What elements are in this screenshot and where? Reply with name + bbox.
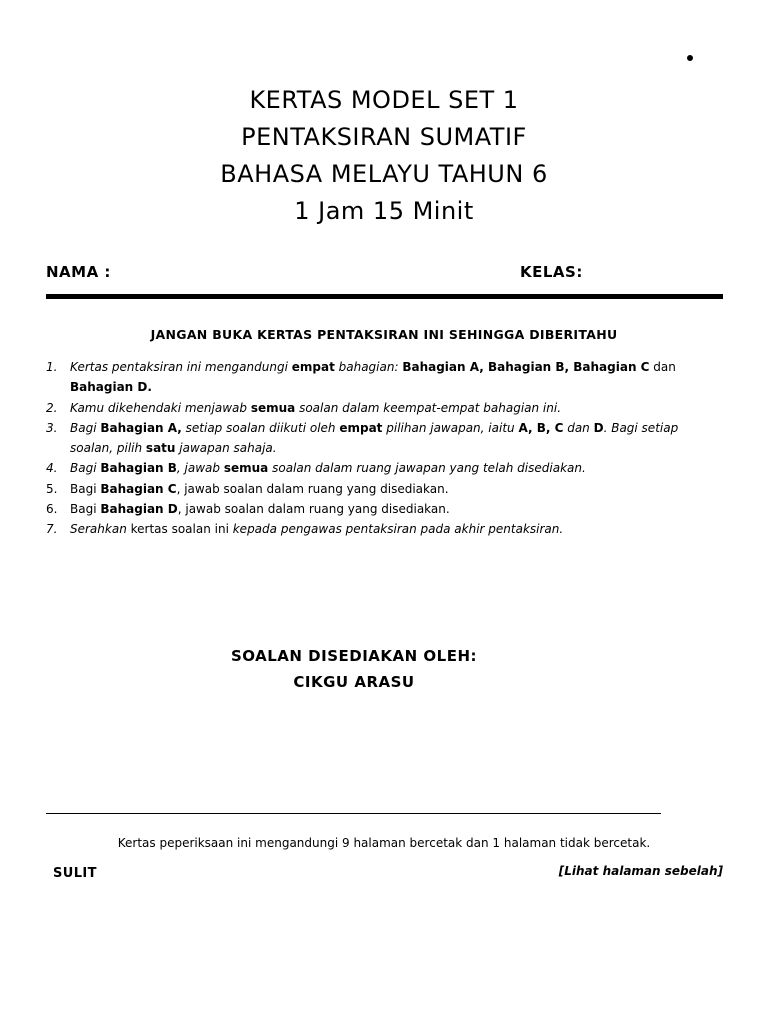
instruction-text: , jawab xyxy=(176,461,224,476)
instruction-item xyxy=(46,357,726,398)
instruction-item xyxy=(46,479,726,499)
instruction-bold: Bahagian C xyxy=(100,481,177,496)
instruction-bold: semua xyxy=(223,461,269,476)
next-page-note: [Lihat halaman sebelah] xyxy=(558,864,723,878)
thick-divider xyxy=(46,294,723,299)
instruction-text: Bagi xyxy=(70,420,101,435)
title-block xyxy=(0,82,768,230)
prepared-by-label: SOALAN DISEDIAKAN OLEH: xyxy=(230,647,478,665)
instruction-text: Bagi xyxy=(70,502,101,517)
instruction-number: 2. xyxy=(46,400,58,415)
instruction-text: kertas soalan ini xyxy=(126,522,233,537)
instruction-number: 4. xyxy=(46,461,58,476)
instruction-number: 1. xyxy=(46,360,58,374)
instruction-bold: Bahagian A, Bahagian B, Bahagian C xyxy=(402,360,650,374)
sulit-label: SULIT xyxy=(53,866,97,881)
instruction-text: pilihan jawapan, iaitu xyxy=(382,420,519,435)
instruction-text: soalan, pilih xyxy=(70,441,146,456)
instruction-text: Serahkan xyxy=(70,522,127,537)
instruction-bold: empat xyxy=(339,420,383,435)
instruction-bold: Bahagian D. xyxy=(70,380,152,395)
bullet-dot xyxy=(687,55,693,61)
instruction-text: soalan dalam ruang jawapan yang telah disediakan. xyxy=(268,461,586,476)
title-line-2: PENTAKSIRAN SUMATIF xyxy=(241,123,527,151)
instruction-item xyxy=(46,519,726,539)
warning-text: JANGAN BUKA KERTAS PENTAKSIRAN INI SEHINGGA DIBERITAHU xyxy=(150,327,618,342)
prepared-by xyxy=(0,643,708,695)
instruction-text: kepada pengawas pentaksiran pada akhir pentaksiran. xyxy=(232,522,564,537)
instruction-text: jawapan sahaja. xyxy=(175,441,277,456)
instruction-text: Kamu dikehendaki menjawab xyxy=(70,400,251,415)
instruction-number: 3. xyxy=(46,420,58,435)
name-label: NAMA : xyxy=(46,263,111,281)
instruction-text: Kertas pentaksiran ini mengandungi xyxy=(70,360,292,374)
instruction-text: dan xyxy=(649,360,676,374)
instruction-bold: Bahagian A, xyxy=(100,420,182,435)
instruction-text: Bagi xyxy=(70,461,101,476)
thin-divider xyxy=(46,813,661,814)
prepared-by-name: CIKGU ARASU xyxy=(293,673,415,691)
instruction-item xyxy=(46,499,726,519)
title-line-3: BAHASA MELAYU TAHUN 6 xyxy=(220,160,548,188)
class-label: KELAS: xyxy=(520,263,583,281)
instruction-bold: Bahagian B xyxy=(100,461,177,476)
instruction-bold: satu xyxy=(145,441,176,456)
instruction-number: 7. xyxy=(46,522,58,537)
instruction-text: dan xyxy=(563,420,594,435)
instruction-bold: A, B, C xyxy=(518,420,564,435)
instruction-text: soalan dalam keempat-empat bahagian ini. xyxy=(295,400,562,415)
instruction-bold: D xyxy=(593,420,604,435)
instruction-text: . Bagi setiap xyxy=(603,420,679,435)
instructions-list xyxy=(46,357,726,540)
instruction-bold: semua xyxy=(250,400,296,415)
instruction-item xyxy=(46,458,726,478)
instruction-item xyxy=(46,418,726,459)
instruction-bold: Bahagian D xyxy=(100,502,178,517)
instruction-number: 5. xyxy=(46,481,58,496)
instruction-text: setiap soalan diikuti oleh xyxy=(181,420,340,435)
instruction-text: Bagi xyxy=(70,481,101,496)
title-line-1: KERTAS MODEL SET 1 xyxy=(249,86,519,114)
instruction-text: , jawab soalan dalam ruang yang disediakan. xyxy=(177,502,450,517)
instruction-text: , jawab soalan dalam ruang yang disediakan. xyxy=(176,481,449,496)
title-line-4: 1 Jam 15 Minit xyxy=(294,197,474,225)
instruction-bold: empat xyxy=(291,360,335,374)
instruction-text: bahagian: xyxy=(334,360,403,374)
page-count-note: Kertas peperiksaan ini mengandungi 9 halaman bercetak dan 1 halaman tidak bercetak. xyxy=(117,836,651,850)
instruction-number: 6. xyxy=(46,502,58,517)
instruction-item xyxy=(46,398,726,418)
